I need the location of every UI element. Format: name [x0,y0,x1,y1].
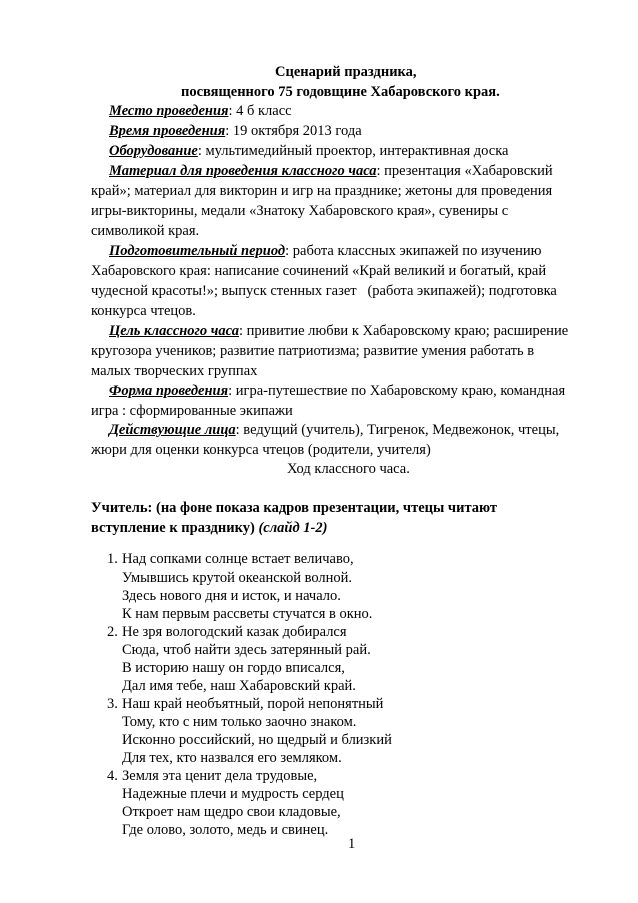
course-title: Ход классного часа. [287,461,410,477]
teacher-line-1: Учитель: (на фоне показа кадров презентации, чтецы читают [91,500,498,516]
slide-ref: (слайд 1-2) [258,520,328,536]
verse-line: Где олово, золото, медь и свинец. [122,822,329,838]
verse-line: К нам первым рассветы стучатся в окно. [122,606,373,622]
verse-line: Для тех, кто назвался его земляком. [122,750,342,766]
field-place [109,102,292,122]
field-time [109,122,362,142]
verse-line: Откроет нам щедро свои кладовые, [122,804,341,820]
field-label: Место проведения [109,103,229,119]
verse-number: 2. [107,624,118,640]
verse-line: Над сопками солнце встает величаво, [122,551,354,567]
field-value: : игра-путешествие по Хабаровскому краю, командная [228,383,566,399]
verse-line: Земля эта ценит дела трудовые, [122,768,318,784]
field-value: : мультимедийный проектор, интерактивная доска [197,143,509,159]
field-label: Цель классного часа [109,323,239,339]
verse-number: 1. [107,551,118,567]
text-line: конкурса чтецов. [91,303,196,319]
verse-line: Наш край необъятный, порой непонятный [122,696,384,712]
verse-line: Дал имя тебе, наш Хабаровский край. [122,678,356,694]
field-label: Подготовительный период [109,243,286,259]
verse-number: 4. [107,768,118,784]
field-value: : ведущий (учитель), Тигренок, Медвежонок, чтецы, [235,422,560,438]
field-persons [109,421,559,441]
field-label: Действующие лица [109,422,236,438]
verse-line: Надежные плечи и мудрость сердец [122,786,344,802]
text-line: малых творческих группах [91,363,258,379]
verse-line: В историю нашу он гордо вписался, [122,660,345,676]
field-goal [109,322,568,342]
verse-line: Исконно российский, но щедрый и близкий [122,732,392,748]
page-number: 1 [348,836,356,852]
text-line: символикой края. [91,223,200,239]
field-label: Материал для проведения классного часа [109,163,377,179]
field-label: Оборудование [109,143,198,159]
verse-line: Не зря вологодский казак добирался [122,624,347,640]
verse-line: Здесь нового дня и исток, и начало. [122,588,341,604]
text-line: игры-викторины, медали «Знатоку Хабаровского края», сувениры с [91,203,509,219]
text-line: кругозора учеников; развитие патриотизма; развитие умения работать в [91,343,535,359]
text-line: Хабаровского края: написание сочинений «Край великий и богатый, край [91,263,547,279]
field-prep [109,242,541,262]
field-equipment [109,142,508,162]
title-line-1: Сценарий праздника, [275,64,417,80]
text-line: чудесной красоты!»; выпуск стенных газет (работа экипажей); подготовка [91,283,557,299]
field-value: : 19 октября 2013 года [225,123,362,139]
text-line: жюри для оценки конкурса чтецов (родители, учителя) [91,442,431,458]
verse-line: Умывшись крутой океанской волной. [122,570,353,586]
field-materials [109,162,553,182]
teacher-text: вступление к празднику) [91,520,259,536]
field-label: Время проведения [109,123,226,139]
field-value: : 4 б класс [228,103,292,119]
teacher-line-2 [91,519,327,539]
text-line: игра : сформированные экипажи [91,403,293,419]
verse-number: 3. [107,696,118,712]
verse-line: Сюда, чтоб найти здесь затерянный рай. [122,642,371,658]
field-value: : работа классных экипажей по изучению [285,243,542,259]
field-form [109,382,565,402]
field-value: : презентация «Хабаровский [376,163,553,179]
field-value: : привитие любви к Хабаровскому краю; расширение [238,323,569,339]
verse-line: Тому, кто с ним только заочно знаком. [122,714,357,730]
text-line: край»; материал для викторин и игр на празднике; жетоны для проведения [91,183,553,199]
title-line-2: посвященного 75 годовщине Хабаровского края. [181,84,500,100]
field-label: Форма проведения [109,383,229,399]
